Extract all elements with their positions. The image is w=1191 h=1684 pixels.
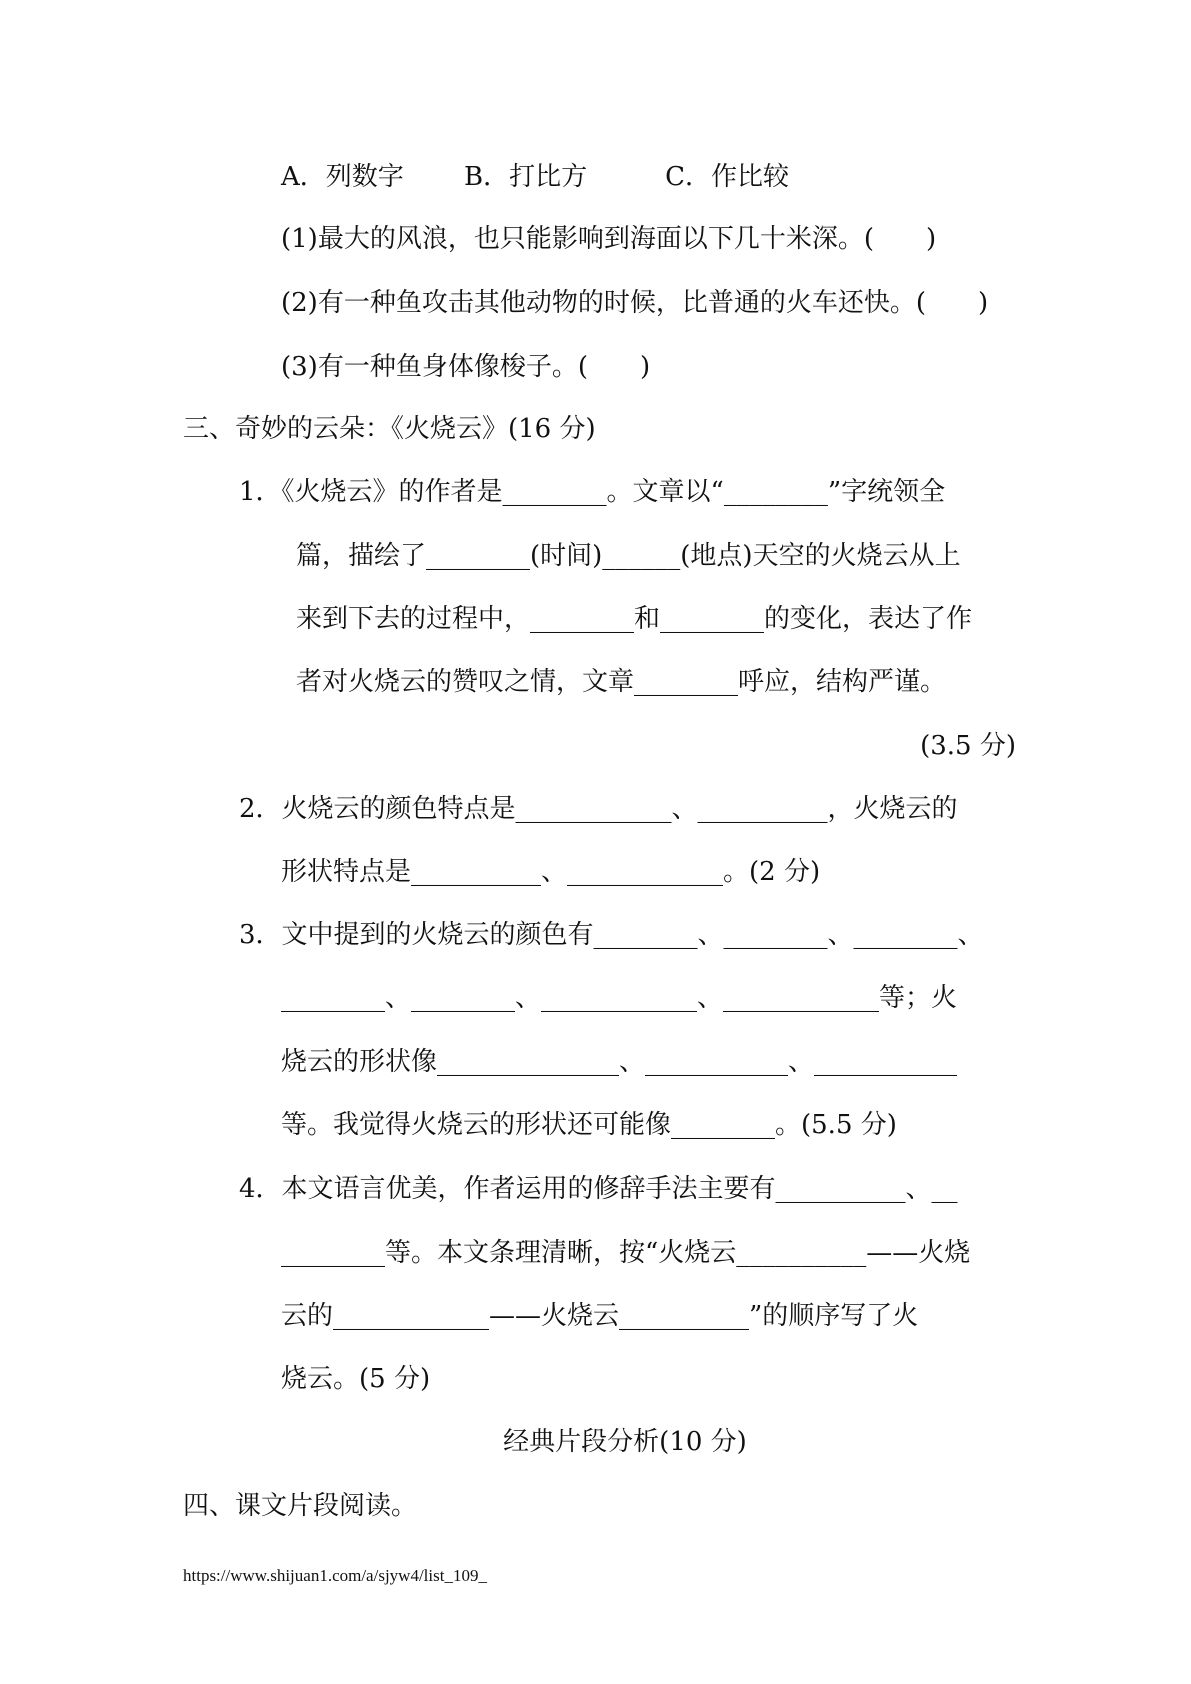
question-3-line-2: ________、________、____________、____________等；火	[281, 983, 958, 1013]
section-heading-3: 三、奇妙的云朵：《火烧云》(16 分)	[183, 414, 596, 444]
question-3-line-3: 烧云的形状像______________、___________、___________	[281, 1047, 958, 1077]
question-4-line-1: 4．本文语言优美，作者运用的修辞手法主要有__________、__	[239, 1174, 958, 1204]
question-2-line-1: 2．火烧云的颜色特点是____________、__________，火烧云的	[239, 794, 958, 824]
question-item-3: (3)有一种鱼身体像梭子。( )	[281, 352, 651, 382]
question-1-line-1: 1．《火烧云》的作者是________。文章以“________”字统领全	[239, 477, 946, 507]
question-4-line-3: 云的____________——火烧云__________”的顺序写了火	[281, 1301, 919, 1331]
section-heading-4: 四、课文片段阅读。	[183, 1491, 418, 1521]
options-line: A．列数字 B．打比方 C．作比较	[281, 162, 790, 192]
question-item-1: (1)最大的风浪，也只能影响到海面以下几十米深。( )	[281, 224, 937, 254]
question-1-score: (3.5 分)	[920, 731, 1016, 761]
footer-url: https://www.shijuan1.com/a/sjyw4/list_109_	[183, 1566, 487, 1585]
question-1-line-3: 来到下去的过程中，________和________的变化，表达了作	[296, 604, 973, 634]
question-4-line-2: ________等。本文条理清晰，按“火烧云__________——火烧	[281, 1238, 971, 1268]
section-title-classic: 经典片段分析(10 分)	[503, 1427, 747, 1457]
question-3-line-1: 3．文中提到的火烧云的颜色有________、________、________、	[239, 920, 984, 950]
question-1-line-4: 者对火烧云的赞叹之情，文章________呼应，结构严谨。	[296, 667, 947, 697]
question-1-line-2: 篇，描绘了________(时间)______(地点)天空的火烧云从上	[296, 541, 961, 571]
question-4-line-4: 烧云。(5 分)	[281, 1364, 431, 1394]
question-item-2: (2)有一种鱼攻击其他动物的时候，比普通的火车还快。( )	[281, 288, 989, 318]
question-2-line-2: 形状特点是__________、____________。(2 分)	[281, 857, 821, 887]
question-3-line-4: 等。我觉得火烧云的形状还可能像________。(5.5 分)	[281, 1110, 897, 1140]
